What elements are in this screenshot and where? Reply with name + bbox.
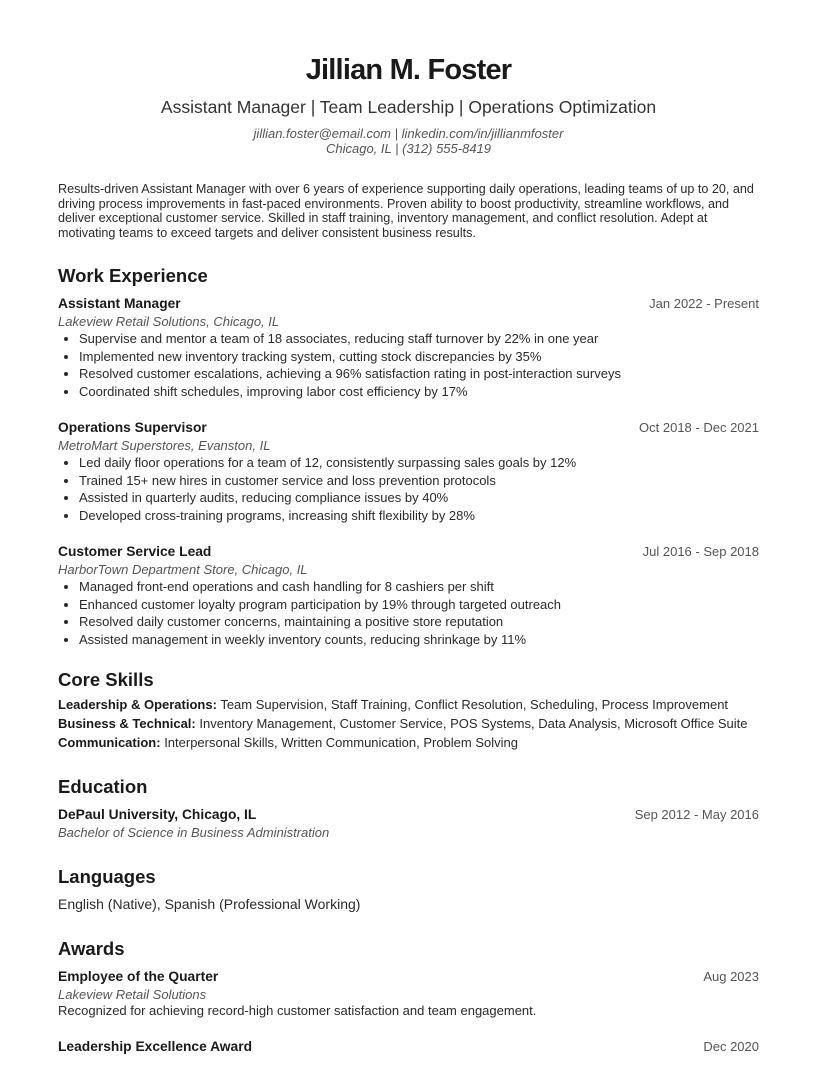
core-skills-section — [58, 668, 759, 751]
skill-category: Communication: — [58, 735, 161, 750]
job-dates: Jul 2016 - Sep 2018 — [642, 544, 759, 559]
section-title-languages: Languages — [58, 865, 156, 887]
education-dates: Sep 2012 - May 2016 — [634, 806, 759, 822]
job-bullet: • Managed front-end operations and cash handling for 8 cashiers per shift — [79, 578, 759, 596]
job-bullet: • Resolved customer escalations, achieving a 96% satisfaction rating in post-interaction surveys — [79, 365, 759, 383]
skill-category: Business & Technical: — [58, 716, 196, 731]
job-bullet: • Enhanced customer loyalty program participation by 19% through targeted outreach — [79, 596, 759, 614]
job-bullets — [58, 330, 759, 400]
job-bullet: • Trained 15+ new hires in customer service and loss prevention protocols — [79, 472, 759, 490]
job-employer: MetroMart Superstores, Evanston, IL — [58, 438, 271, 453]
award-name: Employee of the Quarter — [58, 968, 219, 984]
job-title: Customer Service Lead — [58, 544, 212, 559]
skill-group — [58, 698, 759, 713]
contact-email-linkedin: jillian.foster@email.com | linkedin.com/in/jillianmfoster — [253, 126, 564, 141]
award-date: Dec 2020 — [703, 1038, 759, 1054]
skill-group — [58, 717, 759, 732]
resume-header — [58, 52, 759, 156]
section-title-education: Education — [58, 775, 148, 797]
section-title-core-skills: Core Skills — [58, 669, 154, 690]
job-employer: HarborTown Department Store, Chicago, IL — [58, 562, 308, 577]
award-description: Recognized for achieving record-high customer satisfaction and team engagement. — [58, 1002, 537, 1018]
work-experience-section — [58, 264, 759, 648]
languages-list: English (Native), Spanish (Professional Working) — [58, 895, 361, 912]
job-dates: Oct 2018 - Dec 2021 — [639, 420, 759, 435]
job-bullets — [58, 454, 759, 524]
awards-section — [58, 937, 759, 1056]
degree: Bachelor of Science in Business Administration — [58, 824, 330, 840]
candidate-name: Jillian M. Foster — [305, 54, 512, 86]
job-bullet: • Supervise and mentor a team of 18 associates, reducing staff turnover by 22% in one year — [79, 330, 759, 348]
skill-items: Inventory Management, Customer Service, POS Systems, Data Analysis, Microsoft Office Suite — [199, 716, 748, 731]
job-entry — [58, 542, 759, 648]
job-title: Assistant Manager — [58, 296, 181, 311]
skill-group — [58, 736, 759, 751]
job-bullet: • Led daily floor operations for a team of 12, consistently surpassing sales goals by 12% — [79, 454, 759, 472]
job-entry — [58, 294, 759, 400]
languages-section — [58, 865, 759, 913]
resume-page — [58, 0, 759, 1074]
job-entry — [58, 418, 759, 524]
job-dates: Jan 2022 - Present — [649, 296, 759, 311]
professional-summary: Results-driven Assistant Manager with over 6 years of experience supporting daily operations, leading teams of up to 20, and driving process improvements in fast-paced environments. Proven ability to boost productivity, streamline workflows, and deliver exceptional customer service. Skilled in staff training, inventory management, and conflict resolution. Adept at motivating teams to exceed targets and deliver consistent business results. — [58, 182, 754, 240]
job-employer: Lakeview Retail Solutions, Chicago, IL — [58, 314, 280, 329]
skill-category: Leadership & Operations: — [58, 697, 217, 712]
job-bullet: • Assisted in quarterly audits, reducing compliance issues by 40% — [79, 489, 759, 507]
award-entry — [58, 1037, 759, 1056]
award-issuer: Lakeview Retail Solutions — [58, 986, 207, 1002]
award-entry — [58, 967, 759, 1019]
contact-location-phone: Chicago, IL | (312) 555-8419 — [325, 141, 492, 156]
section-title-work-experience: Work Experience — [58, 265, 208, 286]
job-bullet: • Coordinated shift schedules, improving labor cost efficiency by 17% — [79, 383, 759, 401]
job-bullet: • Implemented new inventory tracking system, cutting stock discrepancies by 35% — [79, 348, 759, 366]
job-bullet: • Developed cross-training programs, increasing shift flexibility by 28% — [79, 507, 759, 525]
school-name: DePaul University, Chicago, IL — [58, 806, 257, 822]
job-bullets — [58, 578, 759, 648]
award-name: Leadership Excellence Award — [58, 1038, 253, 1054]
job-bullet: • Resolved daily customer concerns, maintaining a positive store reputation — [79, 613, 759, 631]
skill-items: Team Supervision, Staff Training, Conflict Resolution, Scheduling, Process Improvement — [220, 697, 729, 712]
candidate-headline: Assistant Manager | Team Leadership | Operations Optimization — [160, 97, 657, 117]
award-date: Aug 2023 — [703, 968, 759, 984]
job-title: Operations Supervisor — [58, 420, 207, 435]
skill-items: Interpersonal Skills, Written Communication, Problem Solving — [164, 735, 518, 750]
job-bullet: • Assisted management in weekly inventory counts, reducing shrinkage by 11% — [79, 631, 759, 649]
section-title-awards: Awards — [58, 937, 125, 959]
education-section — [58, 775, 759, 841]
contact-info — [58, 126, 759, 156]
